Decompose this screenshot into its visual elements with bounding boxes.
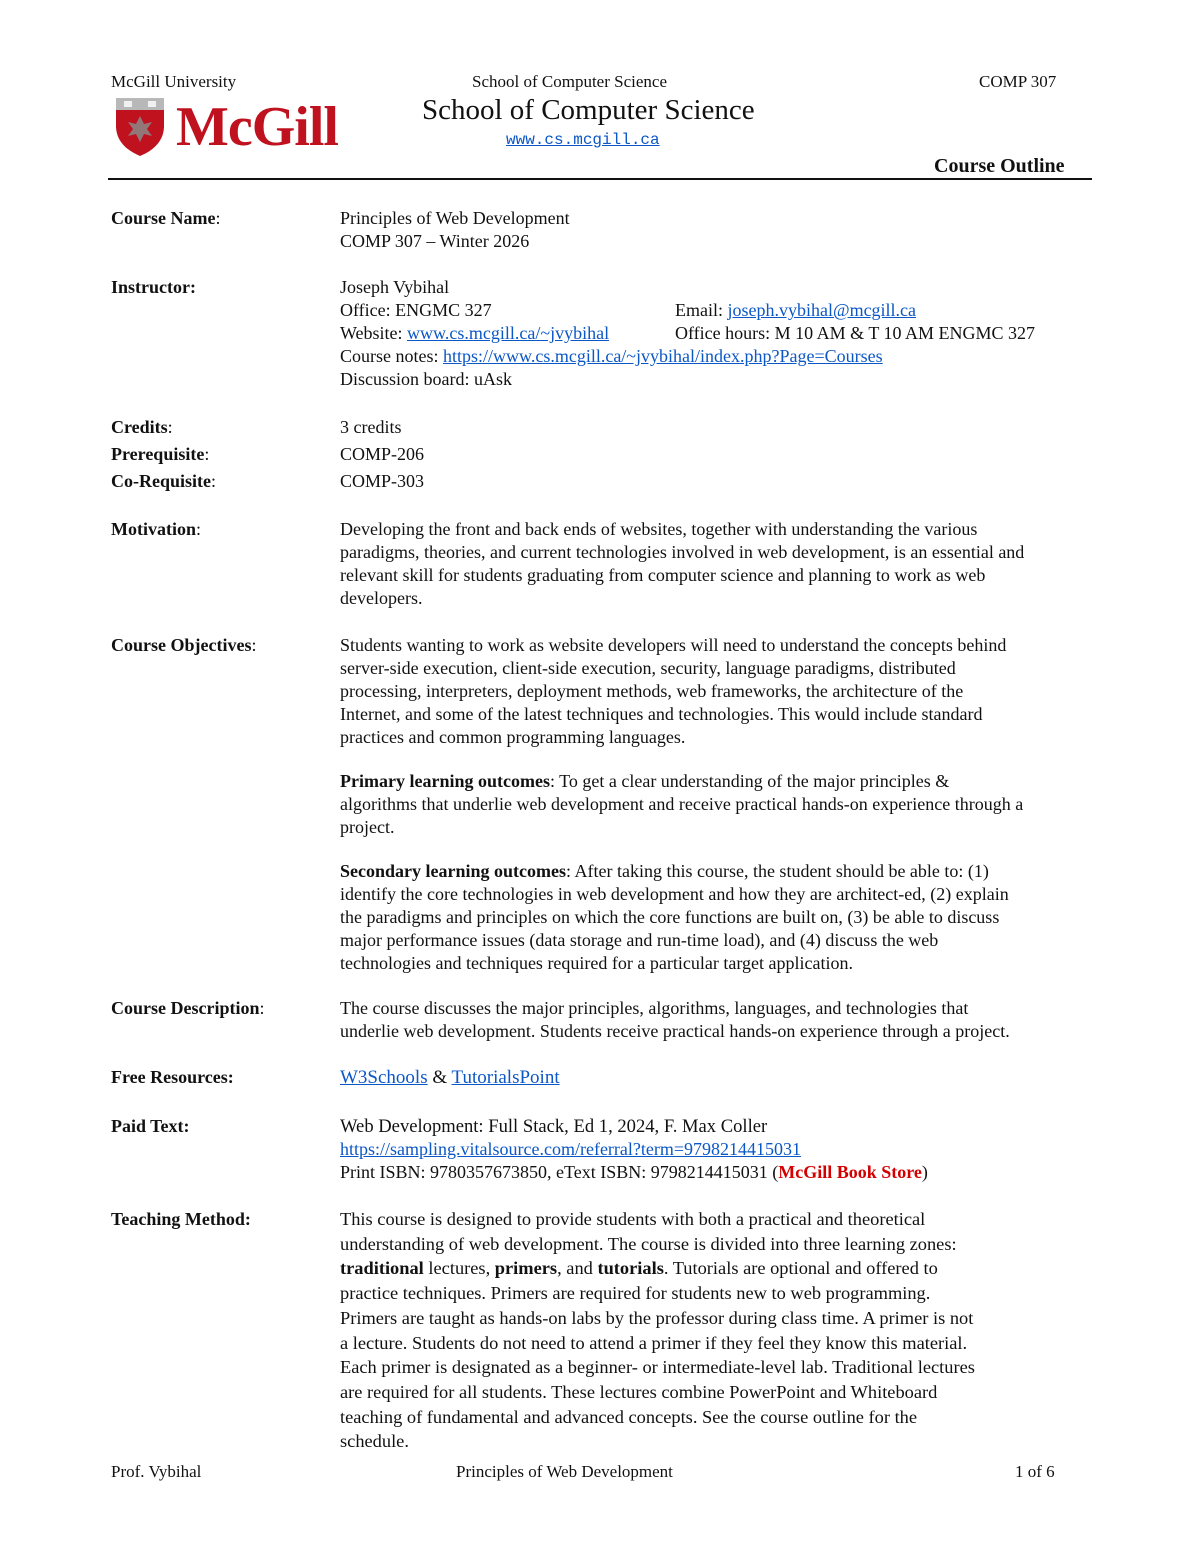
objectives-label: Course Objectives: (111, 635, 257, 655)
mcgill-logo (114, 96, 364, 158)
corequisite-value: COMP-303 (340, 471, 425, 491)
teaching-method-label: Teaching Method: (111, 1209, 251, 1229)
course-notes: Course notes: https://www.cs.mcgill.ca/~jvybihal/index.php?Page=Courses (340, 346, 883, 366)
description-text: The course discusses the major principles, algorithms, languages, and technologies that underlie web development. Students receive practical hands-on experience through a project. (340, 998, 1010, 1041)
instructor-block (340, 276, 1092, 391)
header-rule (108, 178, 1092, 180)
paid-text-value (340, 1115, 1092, 1184)
course-name-label: Course Name: (111, 208, 221, 228)
book-title: Web Development: Full Stack, Ed 1, 2024, F. Max Coller (340, 1116, 768, 1137)
vitalsource-link[interactable]: https://sampling.vitalsource.com/referral?term=9798214415031 (340, 1139, 802, 1159)
free-resources-value: W3Schools & TutorialsPoint (340, 1067, 560, 1088)
discussion-board: Discussion board: uAsk (340, 369, 513, 389)
website-info: Website: www.cs.mcgill.ca/~jvybihal (340, 323, 610, 343)
office-hours: Office hours: M 10 AM & T 10 AM ENGMC 327 (675, 323, 1036, 343)
motivation-text: Developing the front and back ends of websites, together with understanding the various paradigms, theories, and current technologies involved in web development, is an essential and relevant skill for students graduating from computer science and planning to work as web developers. (340, 519, 1025, 608)
credits-value: 3 credits (340, 417, 402, 437)
university-name: McGill University (111, 72, 237, 91)
school-url-link[interactable]: www.cs.mcgill.ca (506, 131, 660, 149)
prerequisite-value: COMP-206 (340, 444, 425, 464)
secondary-outcomes: Secondary learning outcomes: After taking this course, the student should be able to: (1) identify the core technologies in web development and how they are architect-ed, (2) explain the paradigms and principles on which the core functions are built on, (3) be able to discuss major performance issues (data storage and run-time load), and (4) discuss the web technologies and techniques required for a particular target application. (340, 861, 1009, 973)
teaching-method-text: This course is designed to provide students with both a practical and theoretical understanding of web development. The course is divided into three learning zones: traditional lectures, primers, and tutorials. Tutorials are optional and offered to practice techniques. Primers are required for students new to web programming. Primers are taught as hands-on labs by the professor during class time. A primer is not a lecture. Students do not need to attend a primer if they feel they know this material. Each primer is designated as a beginner- or intermediate-level lab. Traditional lectures are required for all students. These lectures combine PowerPoint and Whiteboard teaching of fundamental and advanced concepts. See the course outline for the schedule. (340, 1209, 975, 1452)
course-name-value (340, 207, 1092, 253)
description-label: Course Description: (111, 998, 265, 1018)
instructor-label: Instructor: (111, 277, 196, 297)
course-term: COMP 307 – Winter 2026 (340, 231, 530, 251)
email-link[interactable]: joseph.vybihal@mcgill.ca (727, 300, 917, 320)
secondary-outcomes-label: Secondary learning outcomes (340, 861, 566, 881)
footer-author: Prof. Vybihal (111, 1462, 202, 1481)
school-name-small: School of Computer Science (472, 72, 667, 91)
footer-page-number: 1 of 6 (1015, 1462, 1055, 1481)
website-link[interactable]: www.cs.mcgill.ca/~jvybihal (407, 323, 610, 343)
course-title: Principles of Web Development (340, 208, 570, 228)
isbn-info: Print ISBN: 9780357673850, eText ISBN: 9798214415031 (McGill Book Store) (340, 1162, 928, 1182)
book-store-link[interactable]: McGill Book Store (778, 1162, 922, 1182)
w3schools-link[interactable]: W3Schools (340, 1067, 428, 1088)
motivation-label: Motivation: (111, 519, 202, 539)
instructor-name: Joseph Vybihal (340, 277, 450, 297)
footer-course: Principles of Web Development (456, 1462, 673, 1481)
paid-text-label: Paid Text: (111, 1116, 190, 1136)
corequisite-label: Co-Requisite: (111, 471, 217, 491)
office-info: Office: ENGMC 327 (340, 300, 492, 320)
mcgill-wordmark: McGill (176, 96, 338, 158)
credits-label: Credits: (111, 417, 173, 437)
objectives-text: Students wanting to work as website developers will need to understand the concepts behind server-side execution, client-side execution, security, language paradigms, distributed processing, interpreters, deployment methods, web frameworks, the architecture of the Internet, and some of the latest techniques and technologies. This would include standard practices and common programming languages. (340, 635, 1007, 747)
school-title: School of Computer Science (422, 94, 755, 126)
free-resources-label: Free Resources: (111, 1067, 234, 1087)
tutorialspoint-link[interactable]: TutorialsPoint (451, 1067, 560, 1088)
doc-title: Course Outline (934, 155, 1065, 177)
course-notes-link[interactable]: https://www.cs.mcgill.ca/~jvybihal/index.php?Page=Courses (443, 346, 883, 366)
course-code: COMP 307 (979, 72, 1057, 91)
email-info: Email: joseph.vybihal@mcgill.ca (675, 300, 917, 320)
prerequisite-label: Prerequisite: (111, 444, 210, 464)
primary-outcomes-label: Primary learning outcomes (340, 771, 550, 791)
primary-outcomes: Primary learning outcomes: To get a clear understanding of the major principles & algorithms that underlie web development and receive practical hands-on experience through a project. (340, 771, 1024, 837)
mcgill-shield-icon (114, 96, 166, 158)
